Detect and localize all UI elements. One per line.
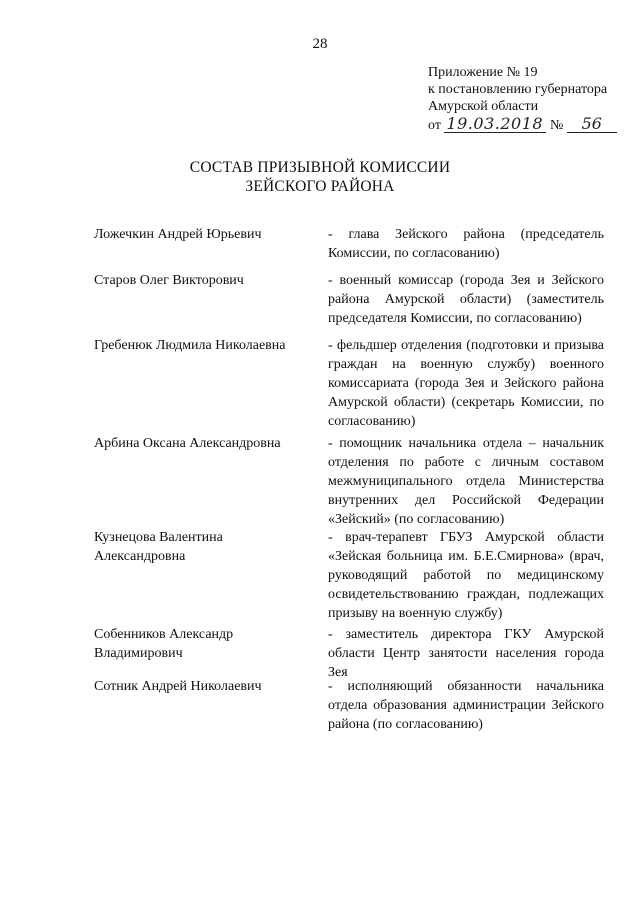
member-name: Ложечкин Андрей Юрьевич [94,227,262,242]
member-name: Старов Олег Викторович [94,273,244,288]
member-name: Сотник Андрей Николаевич [94,679,262,694]
appendix-region: Амурской области [428,99,539,114]
member-role: - заместитель директора ГКУ Амурской области Центр занятости населения города Зея [328,627,604,680]
appendix-decree: к постановлению губернатора [428,82,608,97]
page-number: 28 [312,36,328,52]
member-name: Арбина Оксана Александровна [94,436,281,451]
member-role: - исполняющий обязанности начальника отдела образования администрации Зейского района (по согласованию) [328,679,604,732]
member-role: - фельдшер отделения (подготовки и призыва граждан на военную службу) военного комиссариата (города Зея и Зейского района Амурской области) (секретарь Комиссии, по согласованию) [328,338,604,429]
member-role: - врач-терапевт ГБУЗ Амурской области «Зейская больница им. Б.Е.Смирнова» (врач, руководящий работой по медицинскому освидетельствованию граждан, подлежащих призыву на военную службу) [328,530,604,621]
appendix-number: Приложение № 19 [428,65,538,80]
title-line-1: СОСТАВ ПРИЗЫВНОЙ КОМИССИИ [189,159,451,176]
member-role: - глава Зейского района (председатель Комиссии, по согласованию) [328,227,604,261]
member-name: Гребенюк Людмила Николаевна [94,338,286,353]
member-name: Кузнецова Валентина Александровна [94,530,223,564]
date-prefix: от [428,118,441,133]
member-role: - военный комиссар (города Зея и Зейского района Амурской области) (заместитель председателя Комиссии, по согласованию) [328,273,604,326]
appendix-date-line [428,116,617,134]
document-title [0,158,640,196]
title-line-2: ЗЕЙСКОГО РАЙОНА [245,178,395,195]
handwritten-number: 56 [567,116,617,133]
number-prefix: № [549,118,564,133]
handwritten-date: 19.03.2018 [444,116,546,133]
member-name: Собенников Александр Владимирович [94,627,234,661]
member-role: - помощник начальника отдела – начальник отделения по работе с личным составом межмуниципального отдела Министерства внутренних дел Российской Федерации «Зейский» (по согласованию) [328,436,604,527]
appendix-header [428,64,617,134]
